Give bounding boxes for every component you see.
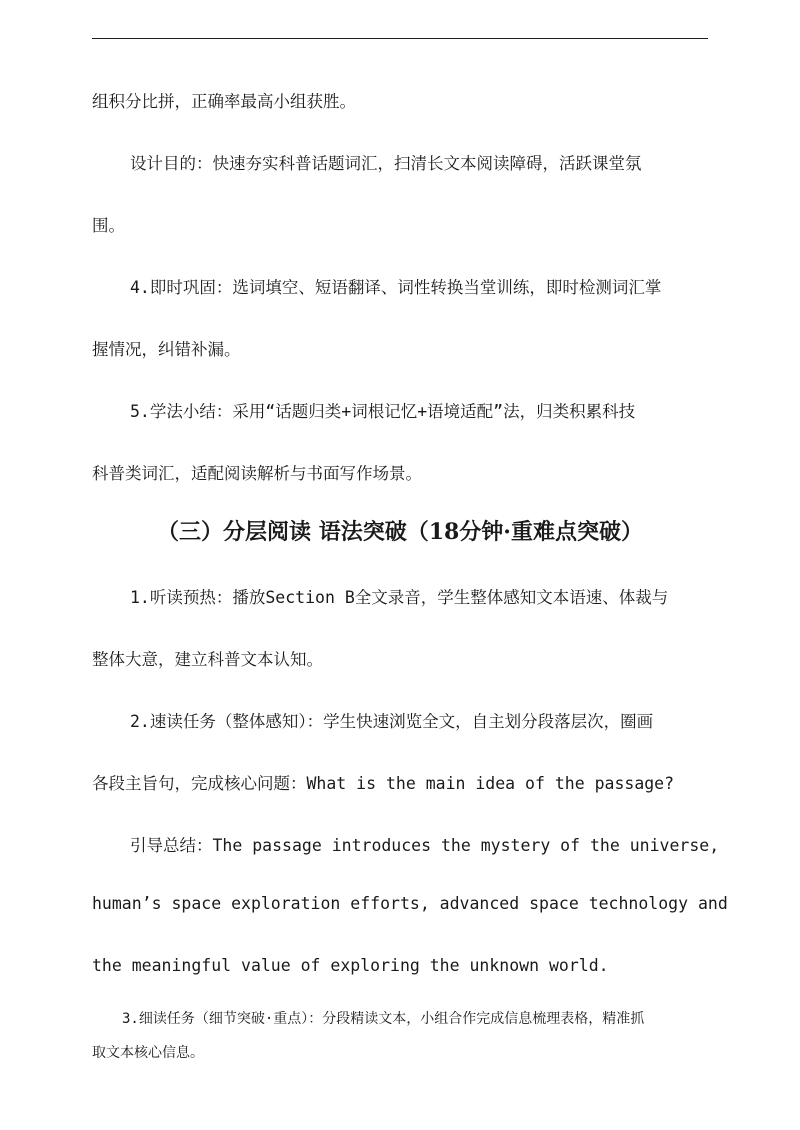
text-line: 引导总结：The passage introduces the mystery of the universe,: [130, 836, 720, 855]
text-line: 1.听读预热：播放Section B全文录音，学生整体感知文本语速、体裁与: [130, 588, 669, 607]
text-line: 握情况，纠错补漏。: [92, 340, 241, 359]
text-line: 科普类词汇，适配阅读解析与书面写作场景。: [92, 464, 422, 483]
text-line: 4.即时巩固：选词填空、短语翻译、词性转换当堂训练，即时检测词汇掌: [130, 278, 662, 297]
text-line: the meaningful value of exploring the unknown world.: [92, 956, 609, 975]
header-rule: [92, 38, 708, 39]
text-line: 2.速读任务（整体感知）：学生快速浏览全文，自主划分段落层次，圈画: [130, 712, 654, 731]
section-heading: （三）分层阅读 语法突破（18分钟·重难点突破）: [157, 519, 643, 545]
text-line: 5.学法小结：采用“话题归类+词根记忆+语境适配”法，归类积累科技: [130, 402, 636, 421]
text-line: 围。: [92, 216, 125, 235]
text-line: 设计目的：快速夯实科普话题词汇，扫清长文本阅读障碍，活跃课堂氛: [130, 154, 642, 173]
text-line: 整体大意，建立科普文本认知。: [92, 650, 323, 669]
text-line: 3.细读任务（细节突破·重点）：分段精读文本，小组合作完成信息梳理表格，精准抓: [122, 1011, 645, 1027]
text-line: human’s space exploration efforts, advanced space technology and: [92, 894, 728, 913]
text-line: 各段主旨句，完成核心问题：What is the main idea of the passage?: [92, 774, 675, 793]
text-line: 组积分比拼，正确率最高小组获胜。: [92, 92, 356, 111]
text-line: 取文本核心信息。: [92, 1045, 204, 1061]
